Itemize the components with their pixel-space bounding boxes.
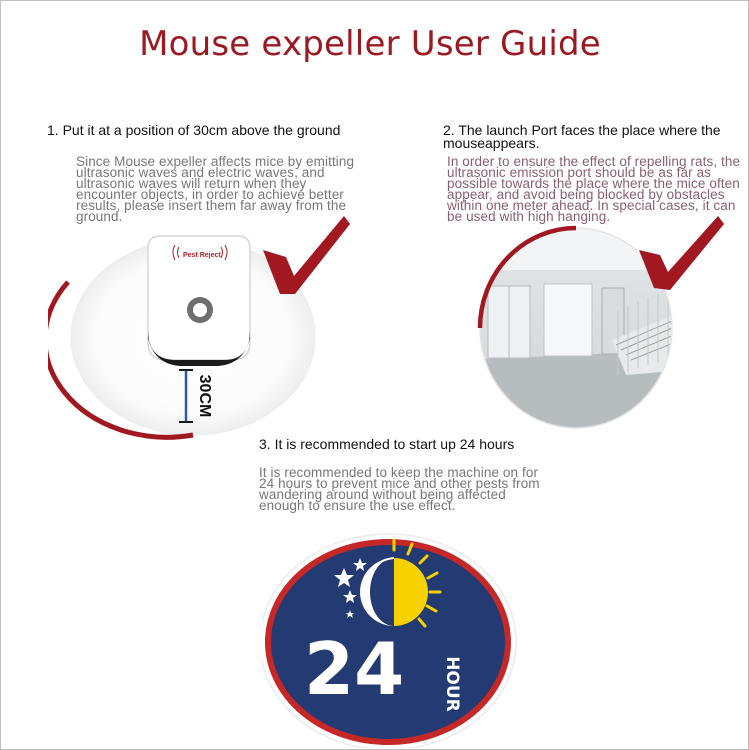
checkmark-icon [639,216,724,290]
step-3-description: It is recommended to keep the machine on for 24 hours to prevent mice and other pests from wandering around without being affected enough to ensure the use effect. [259,465,540,513]
height-label: 30CM [196,374,213,418]
badge-unit: HOUR [442,656,462,712]
page-title: Mouse expeller User Guide [139,24,601,64]
device-image [148,236,250,366]
room-photo [466,220,696,440]
step-1-heading: 1. Put it at a position of 30cm above the ground [47,122,341,138]
checkmark-icon [263,216,350,294]
device-brand-label: Pest Reject [183,252,221,259]
step-2-heading: 2. The launch Port faces the place where the mouseappears. [443,122,721,151]
badge-number: 24 [304,627,405,711]
step-2-description: In order to ensure the effect of repelling rats, the ultrasonic emission port should be as far as possible towards the place where the mice often appear, and avoid being blocked by obstacles within one meter ahead. In special cases, it can be used with high hanging. [447,154,741,224]
step-1-description: Since Mouse expeller affects mice by emitting ultrasonic waves and electric waves, and ultrasonic waves will return when they encounter objects, in order to achieve better results, please insert them far away from the ground. [76,154,355,224]
step-3-illustration [262,518,522,748]
step-1-illustration [48,212,378,442]
step-3-heading: 3. It is recommended to start up 24 hours [259,436,515,452]
step-2-illustration [436,200,746,440]
